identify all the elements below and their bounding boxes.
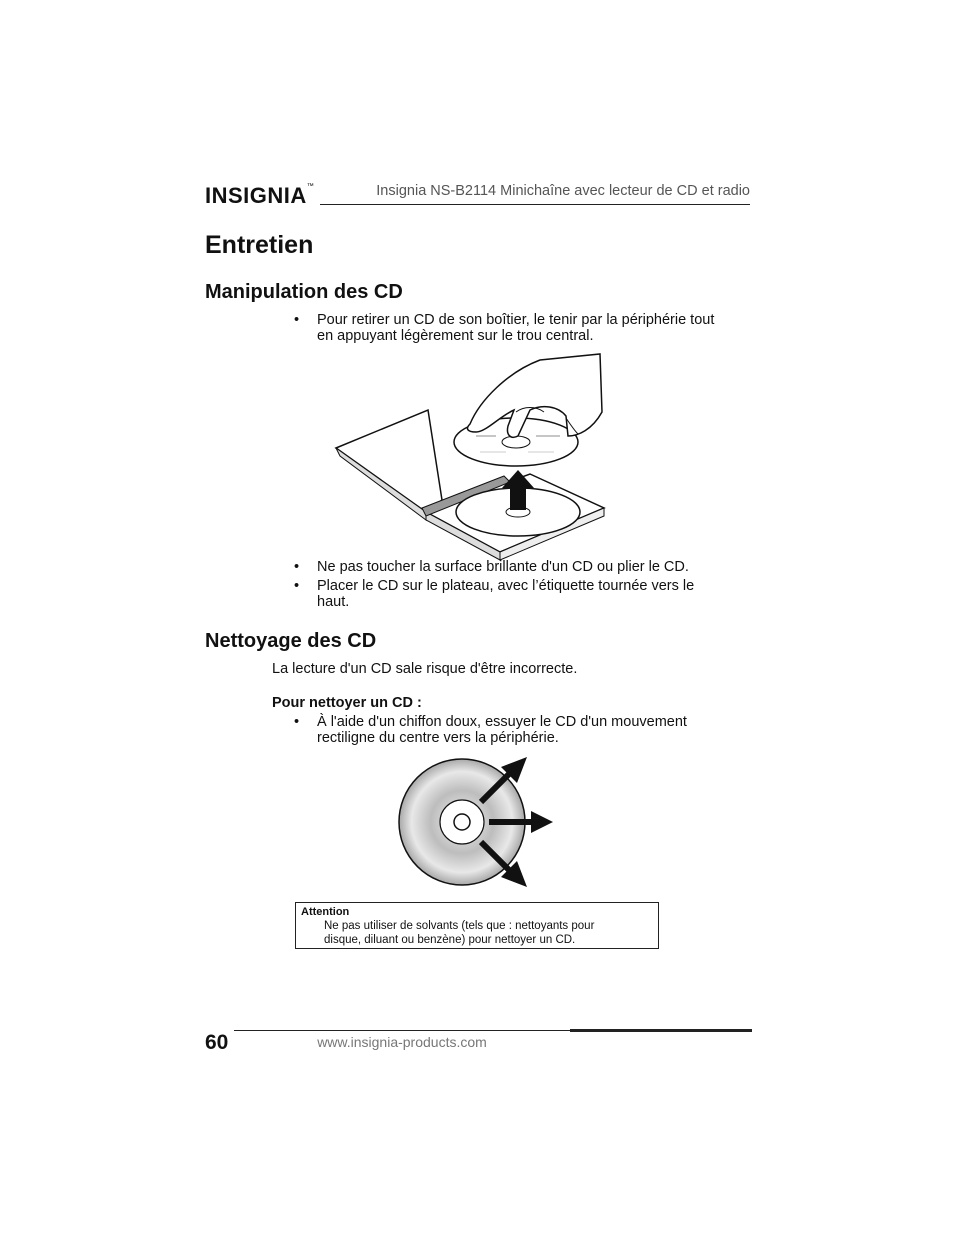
caution-box <box>295 902 659 949</box>
bullet-dot: • <box>294 559 300 575</box>
bullet-text: Placer le CD sur le plateau, avec l’étiquette tournée vers le <box>317 578 695 594</box>
bullet-text: Pour retirer un CD de son boîtier, le tenir par la périphérie tout <box>317 312 715 328</box>
bullet-dot: • <box>294 312 300 328</box>
bullet-text: haut. <box>317 594 350 610</box>
list-item <box>294 559 764 575</box>
footer-rule <box>234 1030 570 1031</box>
bullet-dot: • <box>294 578 300 594</box>
bullet-text: rectiligne du centre vers la périphérie. <box>317 730 559 746</box>
procedure-title: Pour nettoyer un CD : <box>272 695 422 711</box>
section-heading-handling: Manipulation des CD <box>205 281 403 303</box>
caution-title: Attention <box>301 906 350 918</box>
list-item <box>294 714 764 746</box>
page-title: Entretien <box>205 231 314 259</box>
intro-text: La lecture d'un CD sale risque d'être incorrecte. <box>272 661 578 677</box>
caution-text: disque, diluant ou benzène) pour nettoyer un CD. <box>324 934 576 946</box>
cd-case-illustration <box>330 352 620 562</box>
section-heading-cleaning: Nettoyage des CD <box>205 630 377 652</box>
list-item <box>294 312 764 344</box>
header-title: Insignia NS-B2114 Minichaîne avec lecteur de CD et radio <box>376 183 750 199</box>
bullet-text: en appuyant légèrement sur le trou central. <box>317 328 594 344</box>
list-item <box>294 578 764 610</box>
page-number: 60 <box>205 1031 229 1054</box>
bullet-text: À l'aide d'un chiffon doux, essuyer le CD d'un mouvement <box>317 714 687 730</box>
bullet-dot: • <box>294 714 300 730</box>
footer-rule-accent <box>570 1029 752 1032</box>
bullet-text: Ne pas toucher la surface brillante d'un CD ou plier le CD. <box>317 559 689 575</box>
caution-text: Ne pas utiliser de solvants (tels que : nettoyants pour <box>324 920 595 932</box>
brand-logo: INSIGNIA™ <box>205 183 315 208</box>
header-rule <box>320 204 750 205</box>
footer-url: www.insignia-products.com <box>317 1034 487 1050</box>
cd-cleaning-illustration <box>395 753 560 893</box>
